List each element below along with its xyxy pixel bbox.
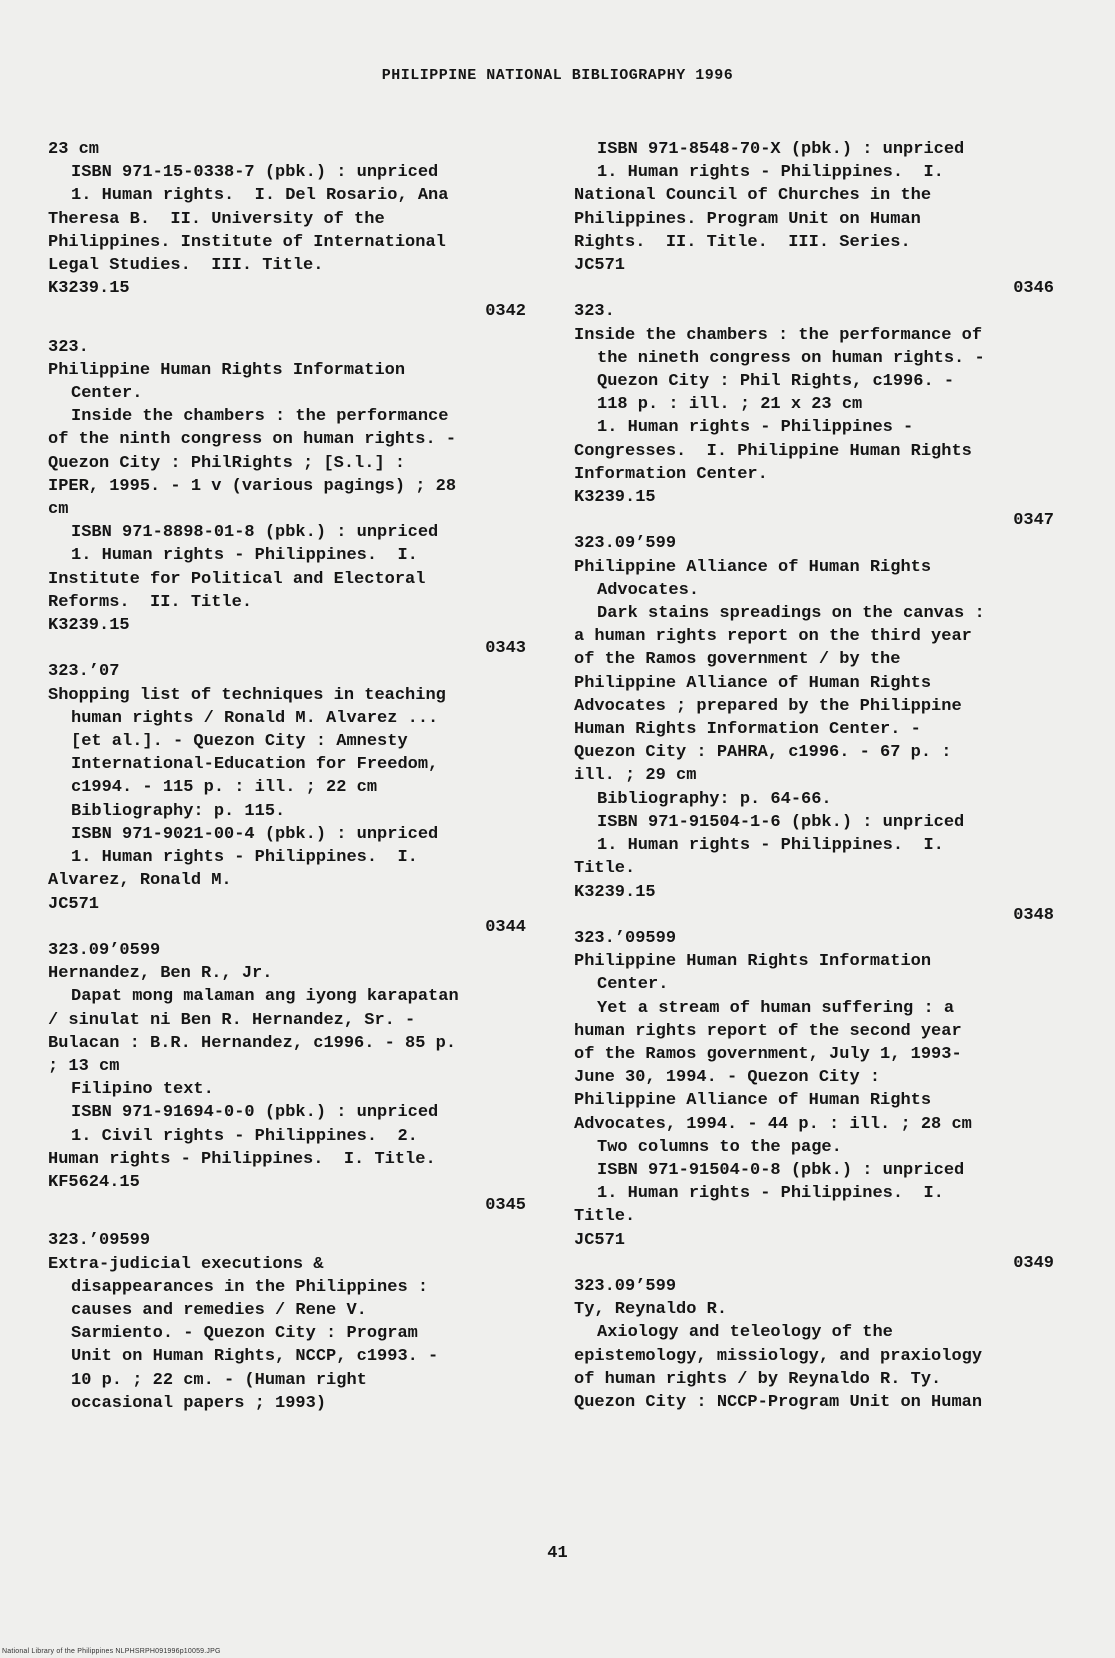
entry-line: Quezon City : PhilRights ; [S.l.] :	[48, 453, 406, 473]
entry-line: Human Rights Information Center. -	[574, 720, 921, 740]
entry-line: K3239.15	[574, 488, 656, 508]
entry-line: 1. Human rights - Philippines. I.	[597, 1184, 944, 1204]
entry-line: 323.	[574, 302, 615, 322]
entry-line: JC571	[574, 256, 626, 276]
entry-line: KF5624.15	[48, 1172, 140, 1192]
entry-line: a human rights report on the third year	[574, 627, 972, 647]
entry-line: 23 cm	[48, 140, 100, 159]
entry-number: 0343	[485, 639, 526, 659]
scan-footer: National Library of the Philippines NLPHSRPH091996p10059.JPG	[2, 1648, 221, 1655]
entry-number: 0347	[1013, 511, 1054, 531]
entry-line: of human rights / by Reynaldo R. Ty.	[574, 1369, 942, 1389]
entry-line: Bulacan : B.R. Hernandez, c1996. - 85 p.	[48, 1033, 457, 1053]
entry-line: [et al.]. - Quezon City : Amnesty	[71, 732, 408, 752]
entry-line: Advocates.	[597, 580, 700, 600]
entry-line: Reforms. II. Title.	[48, 592, 253, 612]
entry-line: c1994. - 115 p. : ill. ; 22 cm	[71, 778, 378, 798]
entry-line: International-Education for Freedom,	[71, 755, 439, 775]
entry-line: causes and remedies / Rene V.	[71, 1300, 367, 1320]
entry-line: / sinulat ni Ben R. Hernandez, Sr. -	[48, 1010, 416, 1030]
entry-line: Philippines. Institute of International	[48, 232, 446, 252]
entry-line: K3239.15	[574, 882, 656, 902]
entry-line: 323.09’0599	[48, 940, 161, 960]
entry-line: ISBN 971-8548-70-X (pbk.) : unpriced	[597, 140, 965, 159]
entry-line: Quezon City : NCCP-Program Unit on Human	[574, 1392, 983, 1412]
entry-line: ISBN 971-91694-0-0 (pbk.) : unpriced	[71, 1103, 439, 1123]
entry-line: the nineth congress on human rights. -	[597, 348, 985, 368]
entry-line: 323.09’599	[574, 534, 677, 554]
entry-line: Center.	[597, 975, 669, 995]
entry-line: Alvarez, Ronald M.	[48, 871, 232, 891]
entry-line: JC571	[574, 1230, 626, 1250]
entry-line: Unit on Human Rights, NCCP, c1993. -	[71, 1347, 439, 1367]
entry-line: Dark stains spreadings on the canvas :	[597, 604, 985, 624]
entry-line: Philippine Alliance of Human Rights	[574, 557, 932, 577]
entry-line: Quezon City : Phil Rights, c1996. -	[597, 372, 955, 392]
entry-line: 323.’09599	[574, 928, 677, 948]
entry-line: Bibliography: p. 115.	[71, 801, 286, 821]
entry-line: Congresses. I. Philippine Human Rights	[574, 441, 972, 461]
entry-line: National Council of Churches in the	[574, 186, 932, 206]
entry-line: Bibliography: p. 64-66.	[597, 789, 832, 809]
entry-line: human rights report of the second year	[574, 1021, 962, 1041]
entry-number: 0349	[1013, 1253, 1054, 1273]
entry-line: Human rights - Philippines. I. Title.	[48, 1149, 436, 1169]
entry-line: Theresa B. II. University of the	[48, 209, 385, 229]
entry-number: 0346	[1013, 279, 1054, 299]
entry-line: 1. Human rights - Philippines. I.	[597, 836, 944, 856]
entry-line: Philippines. Program Unit on Human	[574, 209, 921, 229]
entry-line: Yet a stream of human suffering : a	[597, 998, 955, 1018]
entry-line: Quezon City : PAHRA, c1996. - 67 p. :	[574, 743, 952, 763]
entry-line: K3239.15	[48, 616, 130, 636]
entry-line: ISBN 971-9021-00-4 (pbk.) : unpriced	[71, 824, 439, 844]
entry-line: IPER, 1995. - 1 v (various pagings) ; 28	[48, 476, 457, 496]
entry-line: disappearances in the Philippines :	[71, 1277, 429, 1297]
entry-line: 1. Civil rights - Philippines. 2.	[71, 1126, 418, 1146]
entry-line: Philippine Human Rights Information	[48, 360, 406, 380]
right-column	[574, 138, 1054, 1414]
entry-line: Hernandez, Ben R., Jr.	[48, 964, 273, 984]
entry-line: 323.’07	[48, 662, 120, 682]
entry-line: Institute for Political and Electoral	[48, 569, 426, 589]
entry-line: Sarmiento. - Quezon City : Program	[71, 1324, 418, 1344]
entry-line: Center.	[71, 384, 143, 404]
entry-line: Axiology and teleology of the	[597, 1323, 893, 1343]
entry-line: ISBN 971-15-0338-7 (pbk.) : unpriced	[71, 163, 439, 183]
entry-line: ill. ; 29 cm	[574, 766, 697, 786]
entry-line: of the ninth congress on human rights. -	[48, 430, 457, 450]
entry-line: Extra-judicial executions &	[48, 1254, 324, 1274]
entry-line: 10 p. ; 22 cm. - (Human right	[71, 1370, 367, 1390]
entry-line: ; 13 cm	[48, 1056, 120, 1076]
entry-line: Two columns to the page.	[597, 1137, 842, 1157]
entry-line: 1. Human rights - Philippines -	[597, 418, 914, 438]
entry-line: 323.09’599	[574, 1276, 677, 1296]
entry-number: 0344	[485, 917, 526, 937]
entry-line: 1. Human rights - Philippines. I.	[597, 163, 944, 183]
entry-line: human rights / Ronald M. Alvarez ...	[71, 708, 439, 728]
entry-line: 1. Human rights. I. Del Rosario, Ana	[71, 186, 449, 206]
entry-line: K3239.15	[48, 279, 130, 299]
entry-line: JC571	[48, 894, 100, 914]
entry-line: 323.’09599	[48, 1231, 151, 1251]
entry-line: Legal Studies. III. Title.	[48, 256, 324, 276]
entry-line: ISBN 971-91504-0-8 (pbk.) : unpriced	[597, 1160, 965, 1180]
entry-line: Philippine Alliance of Human Rights	[574, 673, 932, 693]
entry-line: of the Ramos government / by the	[574, 650, 901, 670]
entry-line: 1. Human rights - Philippines. I.	[71, 848, 418, 868]
entry-line: Information Center.	[574, 464, 768, 484]
entry-line: 1. Human rights - Philippines. I.	[71, 546, 418, 566]
entry-line: ISBN 971-91504-1-6 (pbk.) : unpriced	[597, 812, 965, 832]
entry-line: 323.	[48, 337, 89, 357]
entry-line: Rights. II. Title. III. Series.	[574, 232, 911, 252]
entry-line: June 30, 1994. - Quezon City :	[574, 1068, 881, 1088]
entry-line: ISBN 971-8898-01-8 (pbk.) : unpriced	[71, 523, 439, 543]
left-column	[48, 138, 526, 1415]
entry-line: Dapat mong malaman ang iyong karapatan	[71, 987, 459, 1007]
entry-line: Philippine Alliance of Human Rights	[574, 1091, 932, 1111]
entry-line: Title.	[574, 1207, 636, 1227]
entry-line: cm	[48, 500, 69, 520]
entry-line: Philippine Human Rights Information	[574, 952, 932, 972]
entry-line: 118 p. : ill. ; 21 x 23 cm	[597, 395, 863, 415]
spacer	[48, 1217, 526, 1229]
entry-line: Inside the chambers : the performance	[71, 407, 449, 427]
entry-line: epistemology, missiology, and praxiology	[574, 1346, 983, 1366]
entry-line: Shopping list of techniques in teaching	[48, 685, 446, 705]
entry-number: 0342	[485, 302, 526, 322]
entry-number: 0348	[1013, 905, 1054, 925]
spacer	[48, 324, 526, 336]
entry-line: occasional papers ; 1993)	[71, 1393, 327, 1413]
entry-line: of the Ramos government, July 1, 1993-	[574, 1044, 962, 1064]
page-number: 41	[547, 1544, 568, 1563]
entry-line: Advocates, 1994. - 44 p. : ill. ; 28 cm	[574, 1114, 972, 1134]
entry-line: Ty, Reynaldo R.	[574, 1300, 728, 1320]
entry-line: Inside the chambers : the performance of	[574, 325, 983, 345]
entry-line: Title.	[574, 859, 636, 879]
entry-number: 0345	[485, 1196, 526, 1216]
page-header: PHILIPPINE NATIONAL BIBLIOGRAPHY 1996	[381, 67, 734, 84]
entry-line: Advocates ; prepared by the Philippine	[574, 696, 962, 716]
entry-line: Filipino text.	[71, 1080, 214, 1100]
